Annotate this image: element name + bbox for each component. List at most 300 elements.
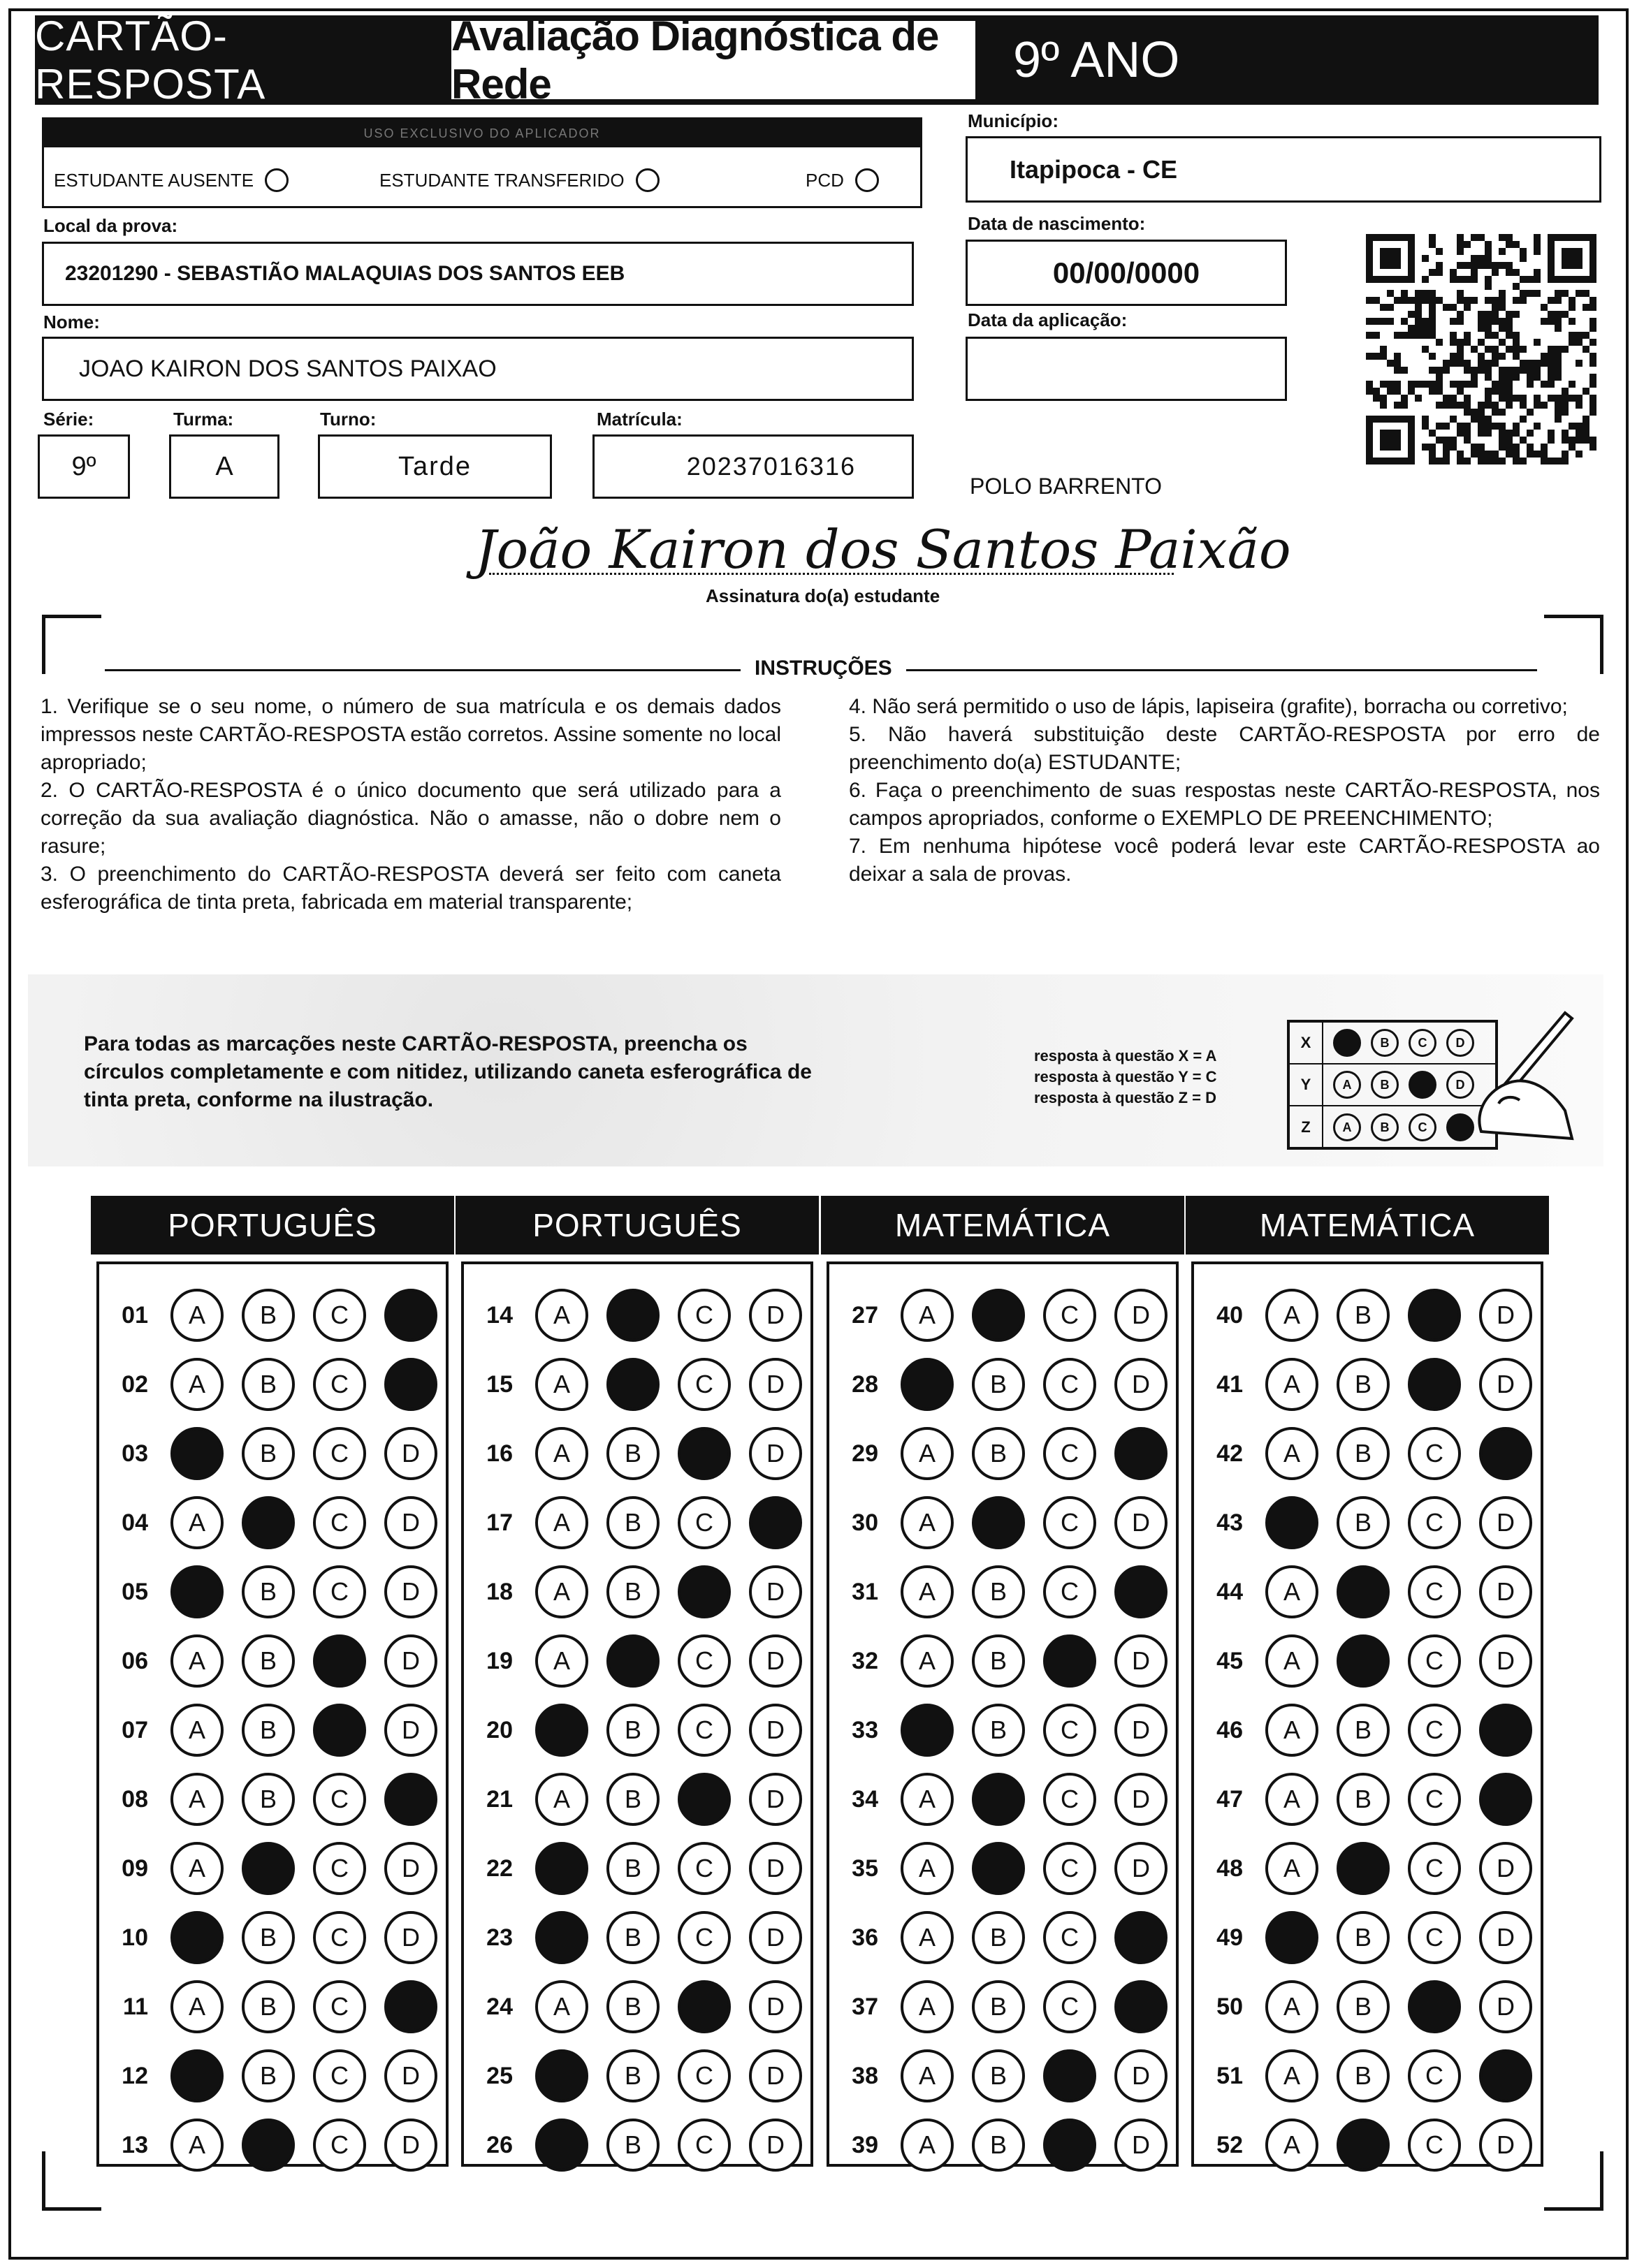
answer-bubble[interactable] (749, 1358, 802, 1411)
answer-bubble[interactable] (1043, 1358, 1096, 1411)
answer-bubble[interactable] (1043, 1565, 1096, 1618)
answer-bubble[interactable] (606, 1980, 660, 2033)
answer-bubble[interactable] (313, 1427, 366, 1480)
answer-bubble[interactable] (1043, 1980, 1096, 2033)
answer-bubble[interactable] (535, 1773, 588, 1826)
bubble-letter: C (1425, 1646, 1443, 1675)
answer-bubble[interactable] (901, 2049, 954, 2102)
instructions-title: INSTRUÇÕES (741, 657, 906, 680)
answer-bubble[interactable] (313, 2049, 366, 2102)
answer-bubble[interactable] (1337, 2049, 1390, 2102)
question-number: 04 (122, 1509, 148, 1536)
answer-bubble[interactable] (749, 1773, 802, 1826)
question-number: 51 (1216, 2062, 1243, 2089)
answer-bubble[interactable] (972, 1289, 1025, 1342)
bubble-letter: A (918, 1439, 936, 1468)
answer-bubble[interactable] (384, 2049, 437, 2102)
question-row (829, 1975, 1167, 2038)
question-row (464, 1699, 802, 1762)
answer-bubble[interactable] (170, 1496, 224, 1549)
answer-bubble[interactable] (170, 1634, 224, 1688)
answer-bubble[interactable] (1265, 1289, 1318, 1342)
answer-bubble[interactable] (1114, 1358, 1167, 1411)
answer-bubble[interactable] (170, 1427, 224, 1480)
answer-bubble[interactable] (1114, 2119, 1167, 2172)
answer-bubble[interactable] (313, 1842, 366, 1895)
answer-bubble[interactable] (242, 1634, 295, 1688)
answer-bubble[interactable] (1265, 1427, 1318, 1480)
answer-bubble[interactable] (384, 1427, 437, 1480)
answer-bubble[interactable] (1479, 1496, 1532, 1549)
pcd-circle[interactable] (855, 168, 879, 192)
question-row (1194, 1422, 1532, 1485)
answer-bubble[interactable] (384, 1496, 437, 1549)
answer-bubble[interactable] (313, 2119, 366, 2172)
answer-bubble[interactable] (313, 1704, 366, 1757)
answer-bubble[interactable] (606, 1773, 660, 1826)
answer-bubble[interactable] (972, 1704, 1025, 1757)
serie-label: Série: (43, 409, 94, 430)
answer-bubble[interactable] (313, 1773, 366, 1826)
bubble-letter: A (553, 1508, 570, 1537)
answer-bubble[interactable] (678, 1773, 731, 1826)
answer-bubble[interactable] (535, 1289, 588, 1342)
answer-bubble[interactable] (1043, 1496, 1096, 1549)
option-pcd[interactable]: PCD (806, 168, 879, 192)
nascimento-label: Data de nascimento: (968, 213, 1146, 234)
answer-bubble[interactable] (678, 1289, 731, 1342)
answer-bubble[interactable] (384, 2119, 437, 2172)
answer-bubble[interactable] (1337, 1427, 1390, 1480)
answer-bubble[interactable] (749, 1496, 802, 1549)
answer-bubble[interactable] (972, 1980, 1025, 2033)
answer-bubble[interactable] (1337, 1358, 1390, 1411)
bubble-letter: D (766, 2130, 785, 2159)
answer-bubble[interactable] (901, 1704, 954, 1757)
answer-bubble[interactable] (972, 1358, 1025, 1411)
bubble-letter: D (1132, 1508, 1150, 1537)
answer-bubble[interactable] (242, 1565, 295, 1618)
bubble-letter: A (188, 1715, 205, 1744)
instruction-7: 7. Em nenhuma hipótese você poderá levar este CARTÃO-RESPOSTA ao deixar a sala de provas. (849, 835, 1600, 886)
answer-bubble[interactable] (170, 1358, 224, 1411)
answer-bubble[interactable] (1337, 1704, 1390, 1757)
answer-bubble[interactable] (242, 1704, 295, 1757)
answer-bubble[interactable] (535, 1634, 588, 1688)
answer-bubble[interactable] (1265, 1358, 1318, 1411)
answer-bubble[interactable] (1265, 1842, 1318, 1895)
answer-bubble[interactable] (535, 1980, 588, 2033)
answer-bubble[interactable] (606, 1496, 660, 1549)
answer-bubble[interactable] (606, 1704, 660, 1757)
answer-bubble[interactable] (242, 1496, 295, 1549)
bubble-letter: D (766, 2061, 785, 2090)
answer-bubble[interactable] (1265, 1634, 1318, 1688)
answer-bubble[interactable] (1479, 1980, 1532, 2033)
answer-bubble[interactable] (1114, 1980, 1167, 2033)
question-number: 06 (122, 1647, 148, 1674)
answer-bubble[interactable] (242, 1842, 295, 1895)
answer-bubble[interactable] (1479, 1289, 1532, 1342)
answer-bubble[interactable] (1114, 1427, 1167, 1480)
question-number: 29 (852, 1440, 878, 1467)
answer-bubble[interactable] (170, 1842, 224, 1895)
answer-bubble[interactable] (1265, 2049, 1318, 2102)
answer-bubble[interactable] (535, 1358, 588, 1411)
answer-bubble[interactable] (1479, 1427, 1532, 1480)
answer-bubble[interactable] (1114, 1704, 1167, 1757)
answer-bubble[interactable] (242, 1427, 295, 1480)
answer-bubble[interactable] (901, 1358, 954, 1411)
answer-bubble[interactable] (972, 1911, 1025, 1964)
bubble-letter: D (402, 1439, 420, 1468)
answer-bubble[interactable] (606, 1634, 660, 1688)
answer-bubble[interactable] (170, 1911, 224, 1964)
question-row (829, 1491, 1167, 1554)
question-number: 44 (1216, 1578, 1243, 1605)
answer-bubble[interactable] (1408, 1842, 1461, 1895)
answer-bubble[interactable] (1114, 2049, 1167, 2102)
answer-bubble[interactable] (749, 1911, 802, 1964)
answer-bubble[interactable] (749, 1565, 802, 1618)
answer-bubble[interactable] (535, 1565, 588, 1618)
answer-bubble[interactable] (170, 1980, 224, 2033)
bubble-letter: B (989, 1646, 1007, 1675)
answer-bubble[interactable] (1337, 2119, 1390, 2172)
answer-bubble[interactable] (749, 1842, 802, 1895)
answer-bubble[interactable] (972, 2049, 1025, 2102)
answer-bubble[interactable] (749, 1427, 802, 1480)
answer-bubble[interactable] (972, 1565, 1025, 1618)
question-number: 43 (1216, 1509, 1243, 1536)
question-number: 21 (486, 1785, 513, 1813)
applicator-bar: USO EXCLUSIVO DO APLICADOR (44, 119, 920, 147)
answer-bubble[interactable] (1337, 1565, 1390, 1618)
corner-bottom-right (1544, 2151, 1603, 2211)
answer-bubble[interactable] (1408, 2119, 1461, 2172)
bubble-letter: C (1061, 1370, 1079, 1398)
answer-bubble[interactable] (384, 1634, 437, 1688)
answer-bubble[interactable] (170, 1773, 224, 1826)
answer-bubble[interactable] (535, 1911, 588, 1964)
answer-bubble[interactable] (1479, 1704, 1532, 1757)
answer-bubble[interactable] (1408, 1980, 1461, 2033)
answer-bubble[interactable] (1265, 1565, 1318, 1618)
question-row (1194, 1491, 1532, 1554)
answer-bubble[interactable] (170, 1565, 224, 1618)
answer-bubble[interactable] (678, 1842, 731, 1895)
answer-bubble[interactable] (678, 1704, 731, 1757)
bubble-letter: B (624, 2130, 641, 2159)
answer-bubble[interactable] (1114, 1773, 1167, 1826)
answer-bubble[interactable] (972, 2119, 1025, 2172)
answer-bubble[interactable] (1043, 1773, 1096, 1826)
answer-bubble[interactable] (242, 2119, 295, 2172)
answer-bubble[interactable] (606, 2049, 660, 2102)
bubble-letter: A (188, 1370, 205, 1398)
answer-bubble[interactable] (901, 1496, 954, 1549)
bubble-letter: B (259, 1301, 277, 1329)
answer-bubble[interactable] (384, 1773, 437, 1826)
answer-bubble[interactable] (606, 1842, 660, 1895)
question-row (464, 1353, 802, 1416)
answer-bubble[interactable] (1043, 2119, 1096, 2172)
answer-bubble[interactable] (1265, 1980, 1318, 2033)
question-number: 36 (852, 1924, 878, 1951)
answer-bubble[interactable] (242, 1773, 295, 1826)
bubble-letter: C (330, 1301, 349, 1329)
answer-bubble[interactable] (535, 2119, 588, 2172)
question-number: 24 (486, 1993, 513, 2020)
answer-bubble[interactable] (749, 1704, 802, 1757)
answer-bubble[interactable] (1408, 1496, 1461, 1549)
answer-bubble[interactable] (242, 2049, 295, 2102)
answer-bubble[interactable] (901, 1842, 954, 1895)
option-transferred[interactable]: ESTUDANTE TRANSFERIDO (379, 168, 660, 192)
sheet-title: CARTÃO-RESPOSTA (35, 13, 266, 108)
question-row (829, 1630, 1167, 1692)
question-number: 02 (122, 1370, 148, 1398)
answer-bubble[interactable] (313, 1634, 366, 1688)
answer-bubble[interactable] (1408, 1289, 1461, 1342)
answer-bubble[interactable] (749, 1980, 802, 2033)
answer-bubble[interactable] (1479, 1842, 1532, 1895)
bubble-letter: C (1061, 1854, 1079, 1882)
answer-bubble[interactable] (170, 1704, 224, 1757)
answer-bubble[interactable] (313, 1911, 366, 1964)
answer-bubble[interactable] (1408, 2049, 1461, 2102)
answer-bubble[interactable] (606, 1911, 660, 1964)
answer-bubble[interactable] (242, 1289, 295, 1342)
answer-bubble[interactable] (1114, 1289, 1167, 1342)
turno-label: Turno: (320, 409, 377, 430)
bubble-letter: A (1283, 1577, 1300, 1606)
answer-bubble[interactable] (242, 1358, 295, 1411)
bubble-letter: A (1283, 1370, 1300, 1398)
question-row (829, 1699, 1167, 1762)
transferred-circle[interactable] (636, 168, 660, 192)
bubble-letter: B (1354, 1439, 1372, 1468)
bubble-letter: A (1283, 1785, 1300, 1813)
answer-bubble[interactable] (1479, 1911, 1532, 1964)
answer-bubble[interactable] (1043, 1634, 1096, 1688)
bubble-letter: A (188, 2130, 205, 2159)
answer-bubble[interactable] (1114, 1842, 1167, 1895)
bubble-letter: B (624, 1439, 641, 1468)
answer-bubble[interactable] (313, 1496, 366, 1549)
answer-bubble[interactable] (901, 1911, 954, 1964)
answer-bubble[interactable] (384, 1911, 437, 1964)
answer-bubble[interactable] (384, 1565, 437, 1618)
example-bubble: A (1333, 1113, 1361, 1141)
question-row (99, 2044, 437, 2107)
answer-bubble[interactable] (749, 1634, 802, 1688)
answer-bubble[interactable] (1479, 1634, 1532, 1688)
answer-bubble[interactable] (901, 1634, 954, 1688)
question-number: 30 (852, 1509, 878, 1536)
answer-bubble[interactable] (535, 2049, 588, 2102)
answer-bubble[interactable] (749, 1289, 802, 1342)
bubble-letter: A (918, 1508, 936, 1537)
answer-bubble[interactable] (972, 1496, 1025, 1549)
answer-bubble[interactable] (1479, 2049, 1532, 2102)
answer-bubble[interactable] (1337, 1911, 1390, 1964)
bubble-letter: A (918, 2130, 936, 2159)
answer-bubble[interactable] (535, 1842, 588, 1895)
answer-bubble[interactable] (1479, 1358, 1532, 1411)
answer-bubble[interactable] (678, 1496, 731, 1549)
answer-bubble[interactable] (1043, 1427, 1096, 1480)
example-bubble: B (1371, 1029, 1399, 1057)
answer-bubble[interactable] (901, 1565, 954, 1618)
answer-bubble[interactable] (678, 1427, 731, 1480)
answer-bubble[interactable] (678, 1980, 731, 2033)
bubble-letter: C (1425, 1508, 1443, 1537)
question-number: 14 (486, 1301, 513, 1329)
answer-bubble[interactable] (1479, 2119, 1532, 2172)
grade-title: 9º ANO (1013, 32, 1180, 88)
answer-bubble[interactable] (384, 1704, 437, 1757)
answer-bubble[interactable] (1337, 1842, 1390, 1895)
answer-bubble[interactable] (242, 1911, 295, 1964)
question-number: 41 (1216, 1370, 1243, 1398)
answer-bubble[interactable] (972, 1842, 1025, 1895)
answer-bubble[interactable] (1043, 1842, 1096, 1895)
answer-bubble[interactable] (678, 1634, 731, 1688)
bubble-letter: D (1132, 1301, 1150, 1329)
answer-bubble[interactable] (678, 2119, 731, 2172)
question-number: 52 (1216, 2131, 1243, 2158)
answer-bubble[interactable] (1479, 1565, 1532, 1618)
answer-bubble[interactable] (606, 1358, 660, 1411)
answer-bubble[interactable] (678, 1565, 731, 1618)
absent-circle[interactable] (265, 168, 289, 192)
answer-bubble[interactable] (384, 1289, 437, 1342)
answer-bubble[interactable] (901, 1773, 954, 1826)
answer-bubble[interactable] (972, 1634, 1025, 1688)
answer-bubble[interactable] (1337, 1980, 1390, 2033)
answer-bubble[interactable] (678, 1358, 731, 1411)
matricula-field: 20237016316 (592, 434, 914, 499)
question-number: 27 (852, 1301, 878, 1329)
question-row (464, 1906, 802, 1969)
answer-bubble[interactable] (749, 2119, 802, 2172)
header-bar (35, 13, 1599, 108)
answer-bubble[interactable] (1337, 1634, 1390, 1688)
question-row (99, 1284, 437, 1347)
answer-bubble[interactable] (606, 1427, 660, 1480)
answer-bubble[interactable] (1408, 1427, 1461, 1480)
answer-bubble[interactable] (1408, 1773, 1461, 1826)
answer-bubble[interactable] (606, 2119, 660, 2172)
question-number: 47 (1216, 1785, 1243, 1813)
answer-bubble[interactable] (1265, 1773, 1318, 1826)
answer-bubble[interactable] (901, 2119, 954, 2172)
question-row (99, 1768, 437, 1831)
answer-bubble[interactable] (1337, 1773, 1390, 1826)
answer-bubble[interactable] (1114, 1565, 1167, 1618)
bubble-letter: D (766, 1785, 785, 1813)
question-number: 01 (122, 1301, 148, 1329)
answer-bubble[interactable] (1408, 1911, 1461, 1964)
question-number: 05 (122, 1578, 148, 1605)
answer-bubble[interactable] (384, 1842, 437, 1895)
answer-bubble[interactable] (313, 1980, 366, 2033)
answer-bubble[interactable] (1043, 2049, 1096, 2102)
answer-bubble[interactable] (1114, 1634, 1167, 1688)
bubble-letter: A (918, 1301, 936, 1329)
answer-bubble[interactable] (313, 1565, 366, 1618)
answer-bubble[interactable] (1114, 1496, 1167, 1549)
answer-bubble[interactable] (901, 1427, 954, 1480)
answer-bubble[interactable] (749, 2049, 802, 2102)
question-row (464, 2044, 802, 2107)
answer-bubble[interactable] (1114, 1911, 1167, 1964)
answer-bubble[interactable] (606, 1289, 660, 1342)
answer-bubble[interactable] (1043, 1911, 1096, 1964)
answer-bubble[interactable] (1043, 1289, 1096, 1342)
answer-bubble[interactable] (1265, 1911, 1318, 1964)
answer-bubble[interactable] (170, 1289, 224, 1342)
bubble-letter: D (766, 1715, 785, 1744)
bubble-letter: D (1497, 1992, 1515, 2021)
municipio-label: Município: (968, 110, 1058, 131)
answer-bubble[interactable] (535, 1704, 588, 1757)
bubble-letter: B (624, 1992, 641, 2021)
bubble-letter: D (402, 1854, 420, 1882)
answer-bubble[interactable] (1265, 2119, 1318, 2172)
answer-bubble[interactable] (1043, 1704, 1096, 1757)
answer-bubble[interactable] (972, 1773, 1025, 1826)
answer-bubble[interactable] (678, 1911, 731, 1964)
option-absent[interactable]: ESTUDANTE AUSENTE (54, 168, 289, 192)
answer-bubble[interactable] (535, 1427, 588, 1480)
answer-bubble[interactable] (1479, 1773, 1532, 1826)
bubble-letter: D (766, 1992, 785, 2021)
answer-bubble[interactable] (170, 2049, 224, 2102)
answer-bubble[interactable] (1408, 1565, 1461, 1618)
instruction-5: 5. Não haverá substituição deste CARTÃO-RESPOSTA por erro de preenchimento do(a) ESTUDANTE; (849, 723, 1600, 774)
answer-bubble[interactable] (901, 1289, 954, 1342)
answer-bubble[interactable] (972, 1427, 1025, 1480)
answer-bubble[interactable] (384, 1980, 437, 2033)
answer-bubble[interactable] (1408, 1704, 1461, 1757)
bubble-letter: A (553, 1646, 570, 1675)
answer-bubble[interactable] (535, 1496, 588, 1549)
question-row (99, 1353, 437, 1416)
answer-bubble[interactable] (1337, 1496, 1390, 1549)
answer-bubble[interactable] (678, 2049, 731, 2102)
answer-bubble[interactable] (1337, 1289, 1390, 1342)
answer-bubble[interactable] (606, 1565, 660, 1618)
answer-bubble[interactable] (384, 1358, 437, 1411)
answer-bubble[interactable] (313, 1289, 366, 1342)
answer-bubble[interactable] (1408, 1358, 1461, 1411)
answer-bubble[interactable] (1408, 1634, 1461, 1688)
subject-answer-box (96, 1261, 449, 2167)
answer-bubble[interactable] (170, 2119, 224, 2172)
answer-bubble[interactable] (901, 1980, 954, 2033)
bubble-letter: C (330, 1508, 349, 1537)
answer-bubble[interactable] (1265, 1704, 1318, 1757)
answer-bubble[interactable] (242, 1980, 295, 2033)
bubble-letter: A (918, 1646, 936, 1675)
bubble-letter: C (1061, 1577, 1079, 1606)
serie-field: 9º (38, 434, 130, 499)
instruction-6: 6. Faça o preenchimento de suas respostas neste CARTÃO-RESPOSTA, nos campos apropriados, conforme o EXEMPLO DE PREENCHIMENTO; (849, 779, 1600, 830)
answer-bubble[interactable] (313, 1358, 366, 1411)
answer-bubble[interactable] (1265, 1496, 1318, 1549)
